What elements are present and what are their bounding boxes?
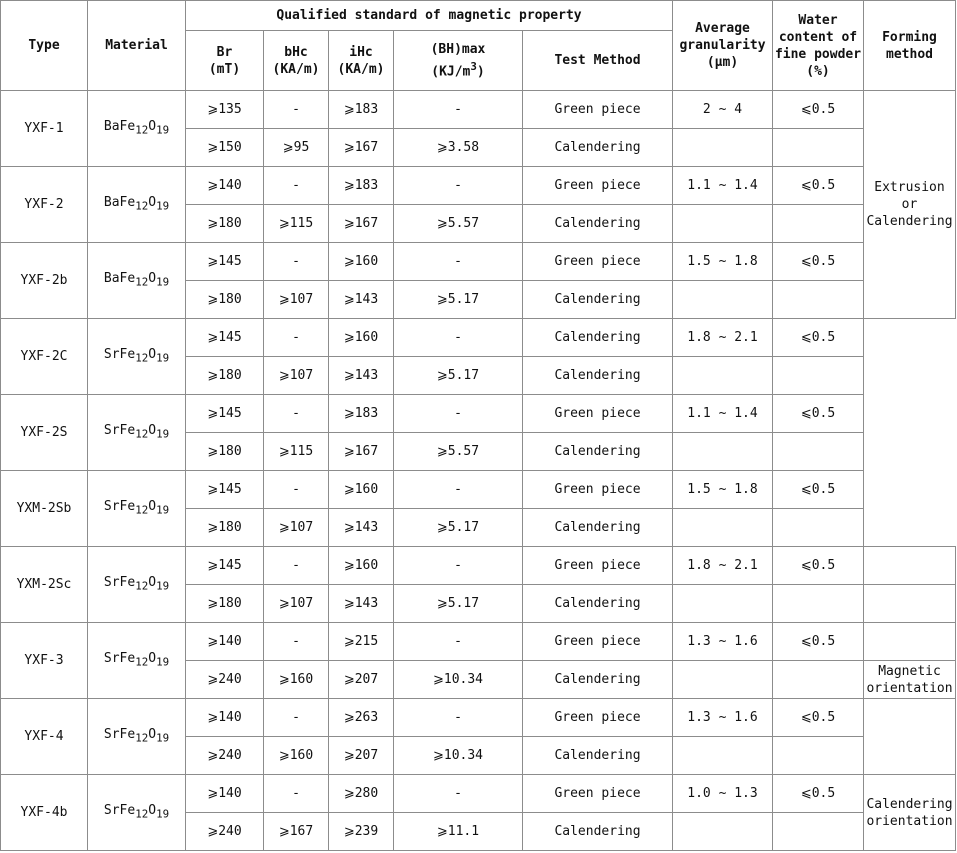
ihc-cell: ⩾183 — [329, 91, 394, 129]
material-subscript: 12 — [135, 655, 149, 669]
table-row — [1, 775, 956, 813]
br-cell: ⩾240 — [186, 661, 264, 699]
material-oxygen: O — [148, 119, 157, 135]
bhc-cell: - — [264, 395, 329, 433]
br-cell: ⩾145 — [186, 547, 264, 585]
header-type: Type — [1, 1, 88, 91]
granularity-cell — [673, 205, 773, 243]
test-method-cell: Green piece — [523, 623, 673, 661]
material-subscript: 19 — [156, 807, 170, 821]
granularity-cell — [673, 433, 773, 471]
test-method-cell: Calendering — [523, 433, 673, 471]
test-method-cell: Green piece — [523, 243, 673, 281]
water-content-cell — [773, 281, 864, 319]
test-method-cell: Calendering — [523, 205, 673, 243]
material-formula: SrFe — [103, 803, 136, 819]
material-formula: SrFe — [103, 651, 136, 667]
granularity-cell: 1.8 ~ 2.1 — [673, 319, 773, 357]
granularity-cell — [673, 737, 773, 775]
material-formula: SrFe — [103, 423, 136, 439]
type-cell: YXF-3 — [1, 623, 88, 699]
granularity-cell — [673, 129, 773, 167]
granularity-cell — [673, 813, 773, 851]
br-cell: ⩾240 — [186, 813, 264, 851]
header-bhmax-label: (BH)max — [430, 41, 486, 57]
material-cell — [88, 699, 186, 775]
ihc-cell: ⩾143 — [329, 357, 394, 395]
type-cell: YXM-2Sb — [1, 471, 88, 547]
forming-empty — [864, 547, 956, 585]
type-cell: YXF-1 — [1, 91, 88, 167]
bhmax-cell: - — [394, 91, 523, 129]
granularity-cell: 1.1 ~ 1.4 — [673, 167, 773, 205]
test-method-cell: Calendering — [523, 585, 673, 623]
forming-magnetic-orientation: Magnetic orientation — [864, 661, 956, 699]
granularity-cell: 2 ~ 4 — [673, 91, 773, 129]
material-oxygen: O — [148, 423, 157, 439]
water-content-cell — [773, 585, 864, 623]
table-row — [1, 623, 956, 661]
water-content-cell: ⩽0.5 — [773, 699, 864, 737]
br-cell: ⩾140 — [186, 167, 264, 205]
water-content-cell: ⩽0.5 — [773, 471, 864, 509]
material-subscript: 19 — [156, 275, 170, 289]
test-method-cell: Green piece — [523, 167, 673, 205]
table-row — [1, 319, 956, 357]
bhmax-cell: ⩾10.34 — [394, 661, 523, 699]
br-cell: ⩾140 — [186, 623, 264, 661]
material-cell — [88, 623, 186, 699]
bhc-cell: - — [264, 167, 329, 205]
header-bhc — [264, 31, 329, 91]
bhmax-cell: - — [394, 699, 523, 737]
material-formula: BaFe — [103, 271, 136, 287]
ihc-cell: ⩾207 — [329, 661, 394, 699]
br-cell: ⩾135 — [186, 91, 264, 129]
br-cell: ⩾180 — [186, 281, 264, 319]
forming-calendering-orientation: Calendering orientation — [864, 775, 956, 851]
header-water-unit: (%) — [806, 63, 830, 79]
header-ihc — [329, 31, 394, 91]
ihc-cell: ⩾167 — [329, 433, 394, 471]
forming-empty — [864, 585, 956, 623]
material-subscript: 12 — [135, 351, 149, 365]
br-cell: ⩾180 — [186, 509, 264, 547]
bhc-cell: ⩾160 — [264, 661, 329, 699]
material-subscript: 19 — [156, 579, 170, 593]
ihc-cell: ⩾280 — [329, 775, 394, 813]
br-cell: ⩾140 — [186, 775, 264, 813]
material-formula: BaFe — [103, 119, 136, 135]
bhc-cell: - — [264, 699, 329, 737]
forming-empty — [864, 623, 956, 661]
header-test-method: Test Method — [523, 31, 673, 91]
material-cell — [88, 91, 186, 167]
material-subscript: 19 — [156, 655, 170, 669]
table-row — [1, 395, 956, 433]
granularity-cell: 1.8 ~ 2.1 — [673, 547, 773, 585]
table-row — [1, 243, 956, 281]
bhc-cell: - — [264, 319, 329, 357]
bhmax-cell: - — [394, 471, 523, 509]
header-granularity — [673, 1, 773, 91]
test-method-cell: Green piece — [523, 91, 673, 129]
header-water-label: Water content of fine powder — [774, 12, 862, 62]
bhmax-cell: - — [394, 167, 523, 205]
br-cell: ⩾180 — [186, 205, 264, 243]
test-method-cell: Calendering — [523, 737, 673, 775]
material-cell — [88, 319, 186, 395]
br-cell: ⩾180 — [186, 585, 264, 623]
material-oxygen: O — [148, 575, 157, 591]
material-subscript: 12 — [135, 503, 149, 517]
br-cell: ⩾145 — [186, 395, 264, 433]
material-subscript: 19 — [156, 503, 170, 517]
material-formula: SrFe — [103, 347, 136, 363]
bhmax-cell: - — [394, 243, 523, 281]
header-qualified-standard: Qualified standard of magnetic property — [186, 1, 673, 31]
bhmax-cell: ⩾5.17 — [394, 281, 523, 319]
water-content-cell — [773, 205, 864, 243]
material-subscript: 12 — [135, 427, 149, 441]
type-cell: YXM-2Sc — [1, 547, 88, 623]
bhmax-cell: ⩾3.58 — [394, 129, 523, 167]
granularity-cell — [673, 661, 773, 699]
granularity-cell: 1.3 ~ 1.6 — [673, 699, 773, 737]
bhc-cell: ⩾107 — [264, 509, 329, 547]
test-method-cell: Calendering — [523, 281, 673, 319]
bhmax-cell: ⩾5.57 — [394, 433, 523, 471]
test-method-cell: Green piece — [523, 471, 673, 509]
material-cell — [88, 167, 186, 243]
material-formula: SrFe — [103, 575, 136, 591]
test-method-cell: Calendering — [523, 357, 673, 395]
water-content-cell — [773, 129, 864, 167]
ihc-cell: ⩾167 — [329, 129, 394, 167]
bhc-cell: ⩾107 — [264, 585, 329, 623]
br-cell: ⩾140 — [186, 699, 264, 737]
type-cell: YXF-2S — [1, 395, 88, 471]
table-row — [1, 91, 956, 129]
bhc-cell: ⩾107 — [264, 281, 329, 319]
granularity-cell — [673, 585, 773, 623]
material-subscript: 19 — [156, 427, 170, 441]
bhmax-cell: ⩾11.1 — [394, 813, 523, 851]
material-subscript: 12 — [135, 275, 149, 289]
header-br-label: Br — [216, 44, 233, 60]
type-cell: YXF-2 — [1, 167, 88, 243]
bhmax-cell: - — [394, 395, 523, 433]
header-water-content — [773, 1, 864, 91]
header-br — [186, 31, 264, 91]
ihc-cell: ⩾143 — [329, 509, 394, 547]
granularity-cell: 1.5 ~ 1.8 — [673, 243, 773, 281]
bhmax-cell: - — [394, 775, 523, 813]
granularity-cell: 1.5 ~ 1.8 — [673, 471, 773, 509]
header-bhmax-unit-close: ) — [476, 64, 485, 80]
water-content-cell: ⩽0.5 — [773, 243, 864, 281]
bhc-cell: ⩾160 — [264, 737, 329, 775]
test-method-cell: Calendering — [523, 813, 673, 851]
ihc-cell: ⩾160 — [329, 319, 394, 357]
water-content-cell — [773, 737, 864, 775]
br-cell: ⩾145 — [186, 319, 264, 357]
br-cell: ⩾145 — [186, 243, 264, 281]
water-content-cell — [773, 509, 864, 547]
bhc-cell: ⩾115 — [264, 205, 329, 243]
header-bhmax-unit-sup: 3 — [470, 59, 477, 73]
water-content-cell: ⩽0.5 — [773, 547, 864, 585]
ihc-cell: ⩾183 — [329, 167, 394, 205]
granularity-cell: 1.0 ~ 1.3 — [673, 775, 773, 813]
material-oxygen: O — [148, 195, 157, 211]
ihc-cell: ⩾207 — [329, 737, 394, 775]
water-content-cell: ⩽0.5 — [773, 319, 864, 357]
water-content-cell: ⩽0.5 — [773, 167, 864, 205]
material-cell — [88, 775, 186, 851]
material-subscript: 12 — [135, 199, 149, 213]
material-subscript: 19 — [156, 199, 170, 213]
type-cell: YXF-4b — [1, 775, 88, 851]
test-method-cell: Green piece — [523, 699, 673, 737]
bhmax-cell: ⩾5.17 — [394, 357, 523, 395]
material-formula: SrFe — [103, 499, 136, 515]
br-cell: ⩾150 — [186, 129, 264, 167]
br-cell: ⩾180 — [186, 433, 264, 471]
material-subscript: 12 — [135, 731, 149, 745]
header-br-unit: (mT) — [208, 61, 241, 77]
granularity-cell: 1.1 ~ 1.4 — [673, 395, 773, 433]
bhmax-cell: - — [394, 623, 523, 661]
material-subscript: 19 — [156, 731, 170, 745]
header-ihc-unit: (KA/m) — [337, 61, 385, 77]
bhc-cell: - — [264, 547, 329, 585]
header-bhmax — [394, 31, 523, 91]
water-content-cell: ⩽0.5 — [773, 395, 864, 433]
material-formula: BaFe — [103, 195, 136, 211]
water-content-cell — [773, 433, 864, 471]
water-content-cell — [773, 813, 864, 851]
table-row — [1, 699, 956, 737]
table-body — [1, 91, 956, 851]
test-method-cell: Calendering — [523, 129, 673, 167]
type-cell: YXF-2C — [1, 319, 88, 395]
bhmax-cell: - — [394, 547, 523, 585]
bhc-cell: - — [264, 471, 329, 509]
material-subscript: 19 — [156, 123, 170, 137]
header-forming-method: Forming method — [864, 1, 956, 91]
bhmax-cell: ⩾5.17 — [394, 585, 523, 623]
material-cell — [88, 243, 186, 319]
test-method-cell: Green piece — [523, 775, 673, 813]
granularity-cell — [673, 357, 773, 395]
material-subscript: 12 — [135, 579, 149, 593]
forming-empty — [864, 699, 956, 775]
material-oxygen: O — [148, 347, 157, 363]
material-oxygen: O — [148, 651, 157, 667]
test-method-cell: Calendering — [523, 509, 673, 547]
ihc-cell: ⩾239 — [329, 813, 394, 851]
bhmax-cell: ⩾5.57 — [394, 205, 523, 243]
header-bhc-unit: (KA/m) — [272, 61, 320, 77]
water-content-cell — [773, 661, 864, 699]
header-granularity-label: Average granularity — [679, 21, 766, 53]
material-cell — [88, 547, 186, 623]
header-ihc-label: iHc — [349, 44, 373, 60]
ihc-cell: ⩾215 — [329, 623, 394, 661]
bhc-cell: - — [264, 623, 329, 661]
br-cell: ⩾240 — [186, 737, 264, 775]
water-content-cell: ⩽0.5 — [773, 775, 864, 813]
bhc-cell: - — [264, 243, 329, 281]
bhc-cell: - — [264, 775, 329, 813]
type-cell: YXF-4 — [1, 699, 88, 775]
ihc-cell: ⩾160 — [329, 471, 394, 509]
granularity-cell — [673, 509, 773, 547]
ihc-cell: ⩾143 — [329, 585, 394, 623]
header-material: Material — [88, 1, 186, 91]
table-row — [1, 471, 956, 509]
bhc-cell: ⩾115 — [264, 433, 329, 471]
header-bhmax-unit — [394, 58, 522, 80]
granularity-cell — [673, 281, 773, 319]
material-oxygen: O — [148, 499, 157, 515]
table-row — [1, 547, 956, 585]
forming-extrusion-or-calendering: Extrusion or Calendering — [864, 91, 956, 319]
bhmax-cell: - — [394, 319, 523, 357]
material-subscript: 19 — [156, 351, 170, 365]
material-formula: SrFe — [103, 727, 136, 743]
water-content-cell: ⩽0.5 — [773, 623, 864, 661]
water-content-cell — [773, 357, 864, 395]
material-oxygen: O — [148, 803, 157, 819]
ihc-cell: ⩾160 — [329, 547, 394, 585]
material-oxygen: O — [148, 727, 157, 743]
bhmax-cell: ⩾10.34 — [394, 737, 523, 775]
type-cell: YXF-2b — [1, 243, 88, 319]
material-subscript: 12 — [135, 807, 149, 821]
material-oxygen: O — [148, 271, 157, 287]
test-method-cell: Green piece — [523, 547, 673, 585]
header-granularity-unit: (μm) — [706, 55, 739, 70]
ihc-cell: ⩾183 — [329, 395, 394, 433]
material-cell — [88, 471, 186, 547]
water-content-cell: ⩽0.5 — [773, 91, 864, 129]
granularity-cell: 1.3 ~ 1.6 — [673, 623, 773, 661]
bhc-cell: - — [264, 91, 329, 129]
header-bhmax-unit-text: (KJ/m — [431, 64, 471, 80]
table-row — [1, 167, 956, 205]
br-cell: ⩾145 — [186, 471, 264, 509]
bhc-cell: ⩾95 — [264, 129, 329, 167]
bhc-cell: ⩾107 — [264, 357, 329, 395]
ihc-cell: ⩾263 — [329, 699, 394, 737]
test-method-cell: Calendering — [523, 319, 673, 357]
bhmax-cell: ⩾5.17 — [394, 509, 523, 547]
ihc-cell: ⩾160 — [329, 243, 394, 281]
test-method-cell: Calendering — [523, 661, 673, 699]
ihc-cell: ⩾167 — [329, 205, 394, 243]
test-method-cell: Green piece — [523, 395, 673, 433]
br-cell: ⩾180 — [186, 357, 264, 395]
material-subscript: 12 — [135, 123, 149, 137]
material-cell — [88, 395, 186, 471]
ihc-cell: ⩾143 — [329, 281, 394, 319]
header-bhc-label: bHc — [284, 44, 308, 60]
bhc-cell: ⩾167 — [264, 813, 329, 851]
